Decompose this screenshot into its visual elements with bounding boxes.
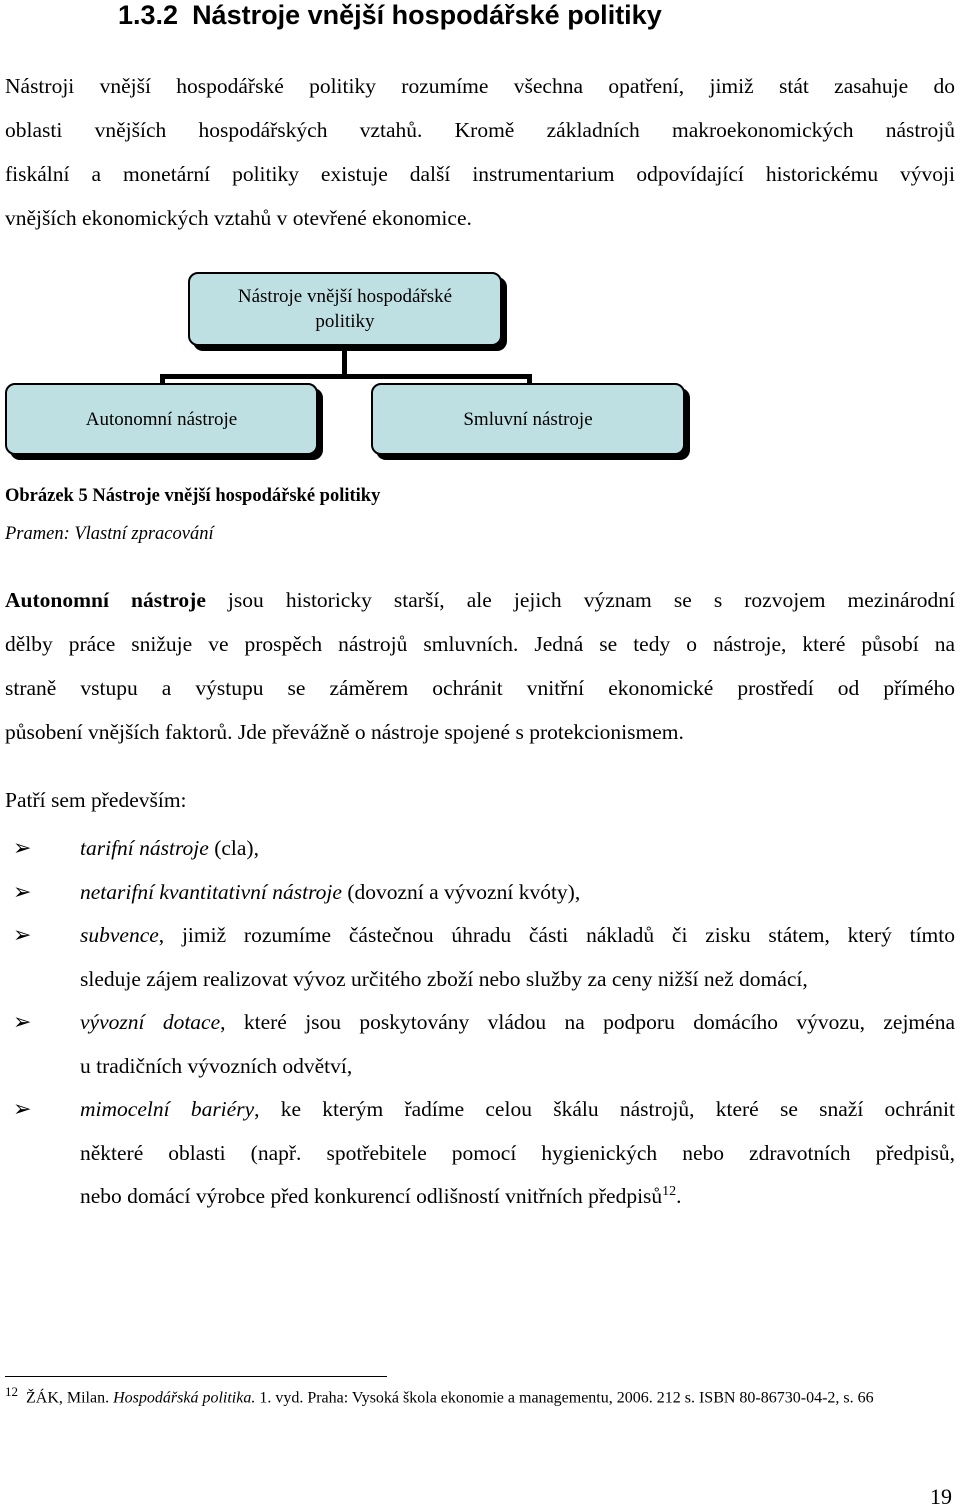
autonomous-line: dělby práce snižuje ve prospěch nástrojů smluvních. Jedná se tedy o nástroje, které působí na [5, 632, 955, 656]
autonomous-line: Autonomní nástroje jsou historicky starší, ale jejich význam se s rozvojem mezinárodní [5, 588, 955, 612]
figure-caption: Obrázek 5 Nástroje vnější hospodářské politiky [5, 486, 381, 506]
instrument-list [5, 827, 955, 1219]
arrow-bullet-icon: ➢ [13, 923, 32, 948]
list-item: ➢ subvence, jimiž rozumíme částečnou úhradu části nákladů či zisku státem, který tímto sleduje zájem realizovat vývoz určitého zboží nebo služby za ceny nižší než domácí, [5, 914, 955, 1001]
autonomous-paragraph [5, 578, 955, 754]
intro-line: Nástroji vnější hospodářské politiky rozumíme všechna opatření, jimiž stát zasahuje do [5, 74, 955, 98]
intro-line: fiskální a monetární politiky existuje další instrumentarium odpovídající historickému vývoji [5, 162, 955, 186]
footnote-separator [5, 1376, 387, 1377]
diagram-right-label: Smluvní nástroje [463, 408, 593, 430]
diagram-root-label-line1: Nástroje vnější hospodářské [237, 286, 453, 307]
autonomous-term: Autonomní nástroje [5, 588, 206, 612]
intro-line: oblasti vnějších hospodářských vztahů. Kromě základních makroekonomických nástrojů [5, 118, 955, 142]
list-item: ➢ mimocelní bariéry, ke kterým řadíme celou škálu nástrojů, které se snaží ochránit některé oblasti (např. spotřebitele pomocí hygienických nebo zdravotních předpisů, nebo domácí výrobce před konkurencí odlišností vnitřních předpisů$^{12}$. [5, 1088, 955, 1219]
footnote-number: 12 [5, 1384, 18, 1399]
list-item: ➢ tarifní nástroje (cla), [5, 827, 955, 871]
section-heading [118, 0, 662, 31]
diagram-root-box [188, 272, 502, 346]
diagram-right-box [371, 383, 685, 455]
diagram-left-label: Autonomní nástroje [85, 408, 238, 430]
page-number: 19 [930, 1484, 952, 1509]
list-intro: Patří sem především: [5, 788, 187, 812]
diagram-left-box [5, 383, 318, 455]
section-number: 1.3.2 [118, 0, 179, 30]
autonomous-line: straně vstupu a výstupu se záměrem ochránit vnitřní ekonomické prostředí od přímého [5, 676, 955, 700]
list-item: ➢ vývozní dotace, které jsou poskytovány vládou na podporu domácího vývozu, zejména u tradičních vývozních odvětví, [5, 1001, 955, 1088]
arrow-bullet-icon: ➢ [13, 879, 32, 905]
autonomous-line: působení vnějších faktorů. Jde převážně o nástroje spojené s protekcionismem. [5, 720, 684, 744]
footnote-reference[interactable]: 12 [662, 1183, 677, 1199]
figure-source: Pramen: Vlastní zpracování [5, 524, 214, 544]
intro-paragraph [5, 64, 955, 240]
arrow-bullet-icon: ➢ [13, 1010, 32, 1035]
diagram-connector-horizontal [160, 374, 532, 379]
arrow-bullet-icon: ➢ [13, 836, 32, 861]
diagram-connector-vertical [342, 348, 347, 376]
section-title: Nástroje vnější hospodářské politiky [192, 0, 662, 30]
footnote: $^{12}$ ŽÁK, Milan. Hospodářská politika. 1. vyd. Praha: Vysoká škola ekonomie a managementu, 2006. 212 s. ISBN 80-86730-04-2, s. 66 [5, 1384, 874, 1407]
list-item: ➢ netarifní kvantitativní nástroje (dovozní a vývozní kvóty), [5, 871, 955, 915]
intro-line: vnějších ekonomických vztahů v otevřené ekonomice. [5, 206, 472, 230]
diagram-root-label-line2: politiky [315, 311, 375, 332]
arrow-bullet-icon: ➢ [13, 1097, 32, 1122]
